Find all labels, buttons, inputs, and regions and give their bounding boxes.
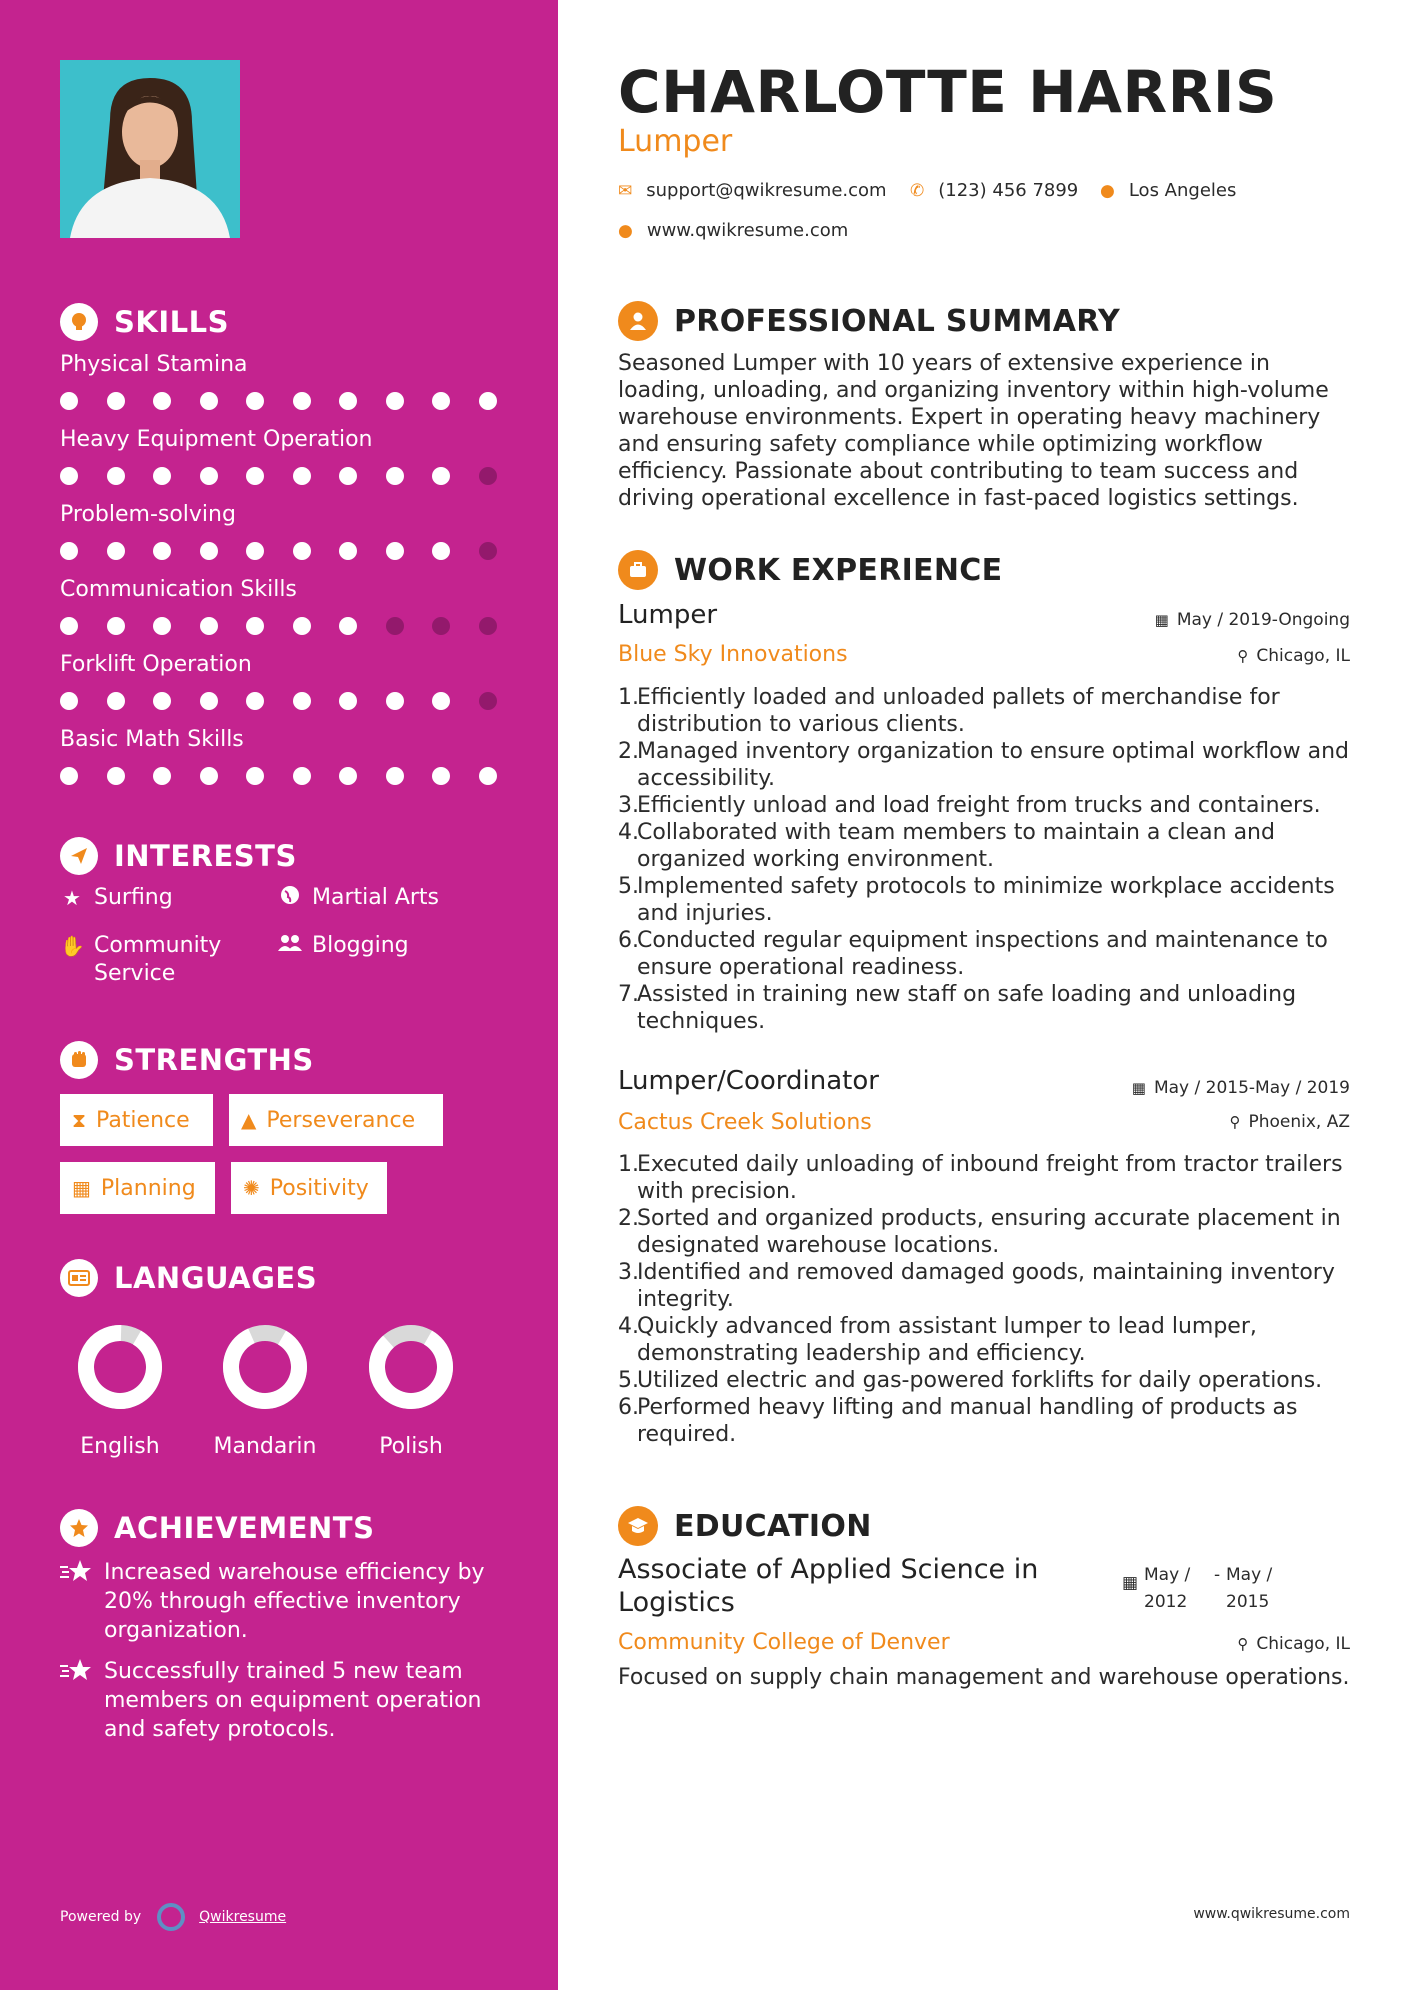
skill-dot-filled xyxy=(386,767,404,785)
skill-dot-filled xyxy=(153,692,171,710)
strength-tag: ▲ Perseverance xyxy=(229,1094,443,1146)
skill-dot-filled xyxy=(107,392,125,410)
skill-dot-filled xyxy=(246,692,264,710)
globe-icon xyxy=(278,884,302,912)
skill-dot-filled xyxy=(200,467,218,485)
language-name: Polish xyxy=(379,1434,443,1459)
summary-heading: PROFESSIONAL SUMMARY xyxy=(618,301,1120,341)
interest-item: ★ Surfing xyxy=(60,884,173,912)
strength-tag: ⧗ Patience xyxy=(60,1094,213,1146)
education-location: ⚲ Chicago, IL xyxy=(1237,1634,1350,1654)
summary-text: Seasoned Lumper with 10 years of extensive experience in loading, unloading, and organizing inventory within high-volume warehouse environments. Expert in operating heavy machinery and ensuring safety compliance while optimizing workflow efficiency. Passionate about contributing to team success and driving operational excellence in fast-paced logistics settings. xyxy=(618,351,1329,511)
language-name: Mandarin xyxy=(213,1434,317,1459)
skill-dot-filled xyxy=(60,617,78,635)
contact-phone[interactable]: ✆ (123) 456 7899 xyxy=(910,180,1079,201)
pin-icon: ⚲ xyxy=(1237,647,1249,665)
user-icon xyxy=(618,301,658,341)
skill-dot-filled xyxy=(386,392,404,410)
skill-dot-filled xyxy=(153,542,171,560)
skill-dot-filled xyxy=(339,467,357,485)
fist-icon xyxy=(60,1041,98,1079)
skill-dot-filled xyxy=(200,542,218,560)
skill-dot-filled xyxy=(60,392,78,410)
footer-url[interactable]: www.qwikresume.com xyxy=(1193,1906,1350,1922)
lightbulb-icon xyxy=(60,303,98,341)
shooting-star-icon xyxy=(60,1558,92,1645)
interest-item: Martial Arts xyxy=(278,884,439,912)
candidate-role: Lumper xyxy=(618,124,733,159)
job-title: Lumper/Coordinator xyxy=(618,1066,879,1096)
phone-icon: ✆ xyxy=(910,180,925,201)
language-icon xyxy=(60,1259,98,1297)
skill-dot-empty xyxy=(386,617,404,635)
language-name: English xyxy=(80,1434,160,1459)
main-content xyxy=(558,0,1407,1990)
users-icon xyxy=(278,932,302,960)
skill-dot-filled xyxy=(153,392,171,410)
skill-dot-filled xyxy=(432,392,450,410)
interests-heading: INTERESTS xyxy=(60,837,297,875)
skill-dot-filled xyxy=(246,392,264,410)
education-end: - May / 2015 xyxy=(1214,1565,1273,1612)
list-item: 2. Managed inventory organization to ensure optimal workflow and accessibility. xyxy=(618,739,1349,791)
list-item: 5. Implemented safety protocols to minimize workplace accidents and injuries. xyxy=(618,874,1335,926)
briefcase-icon xyxy=(618,550,658,590)
language-gauge xyxy=(220,1322,310,1412)
skill-rating xyxy=(60,542,500,562)
skill-dot-filled xyxy=(200,392,218,410)
job-bullets xyxy=(618,684,1358,1035)
medal-icon xyxy=(60,1509,98,1547)
strengths-heading: STRENGTHS xyxy=(60,1041,314,1079)
skill-dot-empty xyxy=(479,542,497,560)
skill-dot-filled xyxy=(432,467,450,485)
list-item: 6. Performed heavy lifting and manual handling of products as required. xyxy=(618,1395,1298,1447)
achievements-heading: ACHIEVEMENTS xyxy=(60,1509,374,1547)
skill-dot-filled xyxy=(339,392,357,410)
skill-dot-filled xyxy=(107,767,125,785)
skill-dot-filled xyxy=(60,767,78,785)
skill-dot-filled xyxy=(293,542,311,560)
contact-website[interactable]: ● www.qwikresume.com xyxy=(618,220,849,241)
hand-icon: ✋ xyxy=(60,934,85,958)
pin-icon: ⚲ xyxy=(1237,1635,1249,1653)
graduation-cap-icon xyxy=(618,1506,658,1546)
skill-dot-empty xyxy=(432,617,450,635)
envelope-icon: ✉ xyxy=(618,180,633,201)
skill-dot-filled xyxy=(200,767,218,785)
skill-dot-filled xyxy=(153,467,171,485)
skill-rating xyxy=(60,767,500,787)
profile-photo xyxy=(60,60,240,238)
language-item xyxy=(210,1322,320,1459)
language-gauge xyxy=(366,1322,456,1412)
language-item xyxy=(65,1322,175,1459)
skill-dot-filled xyxy=(339,692,357,710)
skill-rating xyxy=(60,692,500,712)
skill-dot-filled xyxy=(339,542,357,560)
job-location: ⚲ Phoenix, AZ xyxy=(1229,1112,1350,1132)
skill-dot-empty xyxy=(479,467,497,485)
skill-dot-filled xyxy=(479,392,497,410)
language-gauge-fill xyxy=(75,1322,165,1412)
shooting-star-icon xyxy=(60,1657,92,1744)
skill-dot-filled xyxy=(386,467,404,485)
education-start: ▦ May / 2012 xyxy=(1122,1565,1191,1612)
candidate-name: CHARLOTTE HARRIS xyxy=(618,58,1278,126)
skill-dot-filled xyxy=(293,692,311,710)
map-pin-icon: ● xyxy=(1100,180,1115,201)
calendar-icon: ▦ xyxy=(1154,611,1169,629)
skill-dot-filled xyxy=(60,467,78,485)
list-item: 3. Identified and removed damaged goods, maintaining inventory integrity. xyxy=(618,1260,1335,1312)
skill-dot-filled xyxy=(386,542,404,560)
skill-dot-filled xyxy=(432,767,450,785)
job-location: ⚲ Chicago, IL xyxy=(1237,646,1350,666)
skill-dot-filled xyxy=(60,692,78,710)
interest-item: ✋ Community Service xyxy=(60,933,222,986)
skill-dot-filled xyxy=(107,692,125,710)
list-item: 2. Sorted and organized products, ensuring accurate placement in designated warehouse locations. xyxy=(618,1206,1341,1258)
list-item: 3. Efficiently unload and load freight from trucks and containers. xyxy=(618,793,1321,818)
skill-dot-filled xyxy=(339,617,357,635)
language-gauge xyxy=(75,1322,165,1412)
pin-icon: ⚲ xyxy=(1229,1113,1241,1131)
paper-plane-icon xyxy=(60,837,98,875)
skill-dot-filled xyxy=(293,467,311,485)
skill-dot-filled xyxy=(200,692,218,710)
interest-item: Blogging xyxy=(278,932,409,960)
skill-dot-filled xyxy=(479,767,497,785)
job-bullets xyxy=(618,1151,1358,1448)
skill-dot-filled xyxy=(432,692,450,710)
hourglass-icon: ⧗ xyxy=(72,1108,87,1132)
skill-dot-filled xyxy=(60,542,78,560)
qwikresume-logo-icon xyxy=(157,1903,185,1931)
skill-name: Heavy Equipment Operation xyxy=(60,427,373,452)
education-school: Community College of Denver xyxy=(618,1630,950,1655)
language-item xyxy=(356,1322,466,1459)
qwikresume-link[interactable]: Qwikresume xyxy=(199,1909,287,1925)
job-company: Cactus Creek Solutions xyxy=(618,1110,872,1135)
skill-name: Problem-solving xyxy=(60,502,236,527)
strength-tag: ▦ Planning xyxy=(60,1162,215,1214)
skill-dot-empty xyxy=(479,692,497,710)
skill-dot-filled xyxy=(432,542,450,560)
list-item: 1. Efficiently loaded and unloaded pallets of merchandise for distribution to various clients. xyxy=(618,685,1280,737)
skill-dot-filled xyxy=(386,692,404,710)
skill-name: Basic Math Skills xyxy=(60,727,244,752)
list-item: 4. Collaborated with team members to maintain a clean and organized working environment. xyxy=(618,820,1275,872)
skill-dot-filled xyxy=(246,467,264,485)
skill-dot-filled xyxy=(293,392,311,410)
contact-location: ● Los Angeles xyxy=(1100,180,1237,201)
list-item: 4. Quickly advanced from assistant lumper to lead lumper, demonstrating leadership and efficiency. xyxy=(618,1314,1257,1366)
skill-dot-filled xyxy=(153,767,171,785)
skill-dot-filled xyxy=(200,617,218,635)
globe-icon: ● xyxy=(618,220,633,241)
powered-by: Powered by Qwikresume xyxy=(60,1903,286,1931)
skill-name: Forklift Operation xyxy=(60,652,252,677)
list-item: 7. Assisted in training new staff on safe loading and unloading techniques. xyxy=(618,982,1297,1034)
calendar-icon: ▦ xyxy=(1131,1079,1146,1097)
job-date: ▦ May / 2015-May / 2019 xyxy=(1131,1078,1350,1098)
skill-dot-filled xyxy=(246,542,264,560)
skill-name: Physical Stamina xyxy=(60,352,248,377)
skill-dot-filled xyxy=(246,617,264,635)
experience-heading: WORK EXPERIENCE xyxy=(618,550,1002,590)
star-icon: ★ xyxy=(63,886,81,910)
skill-rating xyxy=(60,617,500,637)
education-degree: Associate of Applied Science in Logistics xyxy=(618,1554,1039,1618)
skill-dot-filled xyxy=(339,767,357,785)
calendar-icon: ▦ xyxy=(72,1176,91,1200)
skill-dot-filled xyxy=(293,767,311,785)
skill-dot-filled xyxy=(107,542,125,560)
list-item: 1. Executed daily unloading of inbound freight from tractor trailers with precision. xyxy=(618,1152,1343,1204)
job-date: ▦ May / 2019-Ongoing xyxy=(1154,610,1350,630)
achievement-item: Increased warehouse efficiency by 20% through effective inventory organization. xyxy=(60,1558,500,1645)
skill-dot-filled xyxy=(107,617,125,635)
education-description: Focused on supply chain management and warehouse operations. xyxy=(618,1665,1350,1690)
sidebar xyxy=(0,0,558,1990)
sun-icon: ✺ xyxy=(243,1176,260,1200)
contact-email[interactable]: ✉ support@qwikresume.com xyxy=(618,180,887,201)
skill-dot-empty xyxy=(479,617,497,635)
skill-rating xyxy=(60,392,500,412)
education-heading: EDUCATION xyxy=(618,1506,872,1546)
skill-rating xyxy=(60,467,500,487)
calendar-icon: ▦ xyxy=(1122,1573,1139,1593)
job-company: Blue Sky Innovations xyxy=(618,642,848,667)
list-item: 5. Utilized electric and gas-powered forklifts for daily operations. xyxy=(618,1368,1323,1393)
skill-dot-filled xyxy=(107,467,125,485)
skill-dot-filled xyxy=(153,617,171,635)
skill-name: Communication Skills xyxy=(60,577,297,602)
languages-heading: LANGUAGES xyxy=(60,1259,317,1297)
skill-dot-filled xyxy=(293,617,311,635)
skill-dot-filled xyxy=(246,767,264,785)
road-icon: ▲ xyxy=(241,1108,257,1132)
skills-heading: SKILLS xyxy=(60,303,229,341)
achievement-item: Successfully trained 5 new team members on equipment operation and safety protocols. xyxy=(60,1657,500,1744)
list-item: 6. Conducted regular equipment inspections and maintenance to ensure operational readiness. xyxy=(618,928,1328,980)
strength-tag: ✺ Positivity xyxy=(231,1162,387,1214)
job-title: Lumper xyxy=(618,600,718,630)
